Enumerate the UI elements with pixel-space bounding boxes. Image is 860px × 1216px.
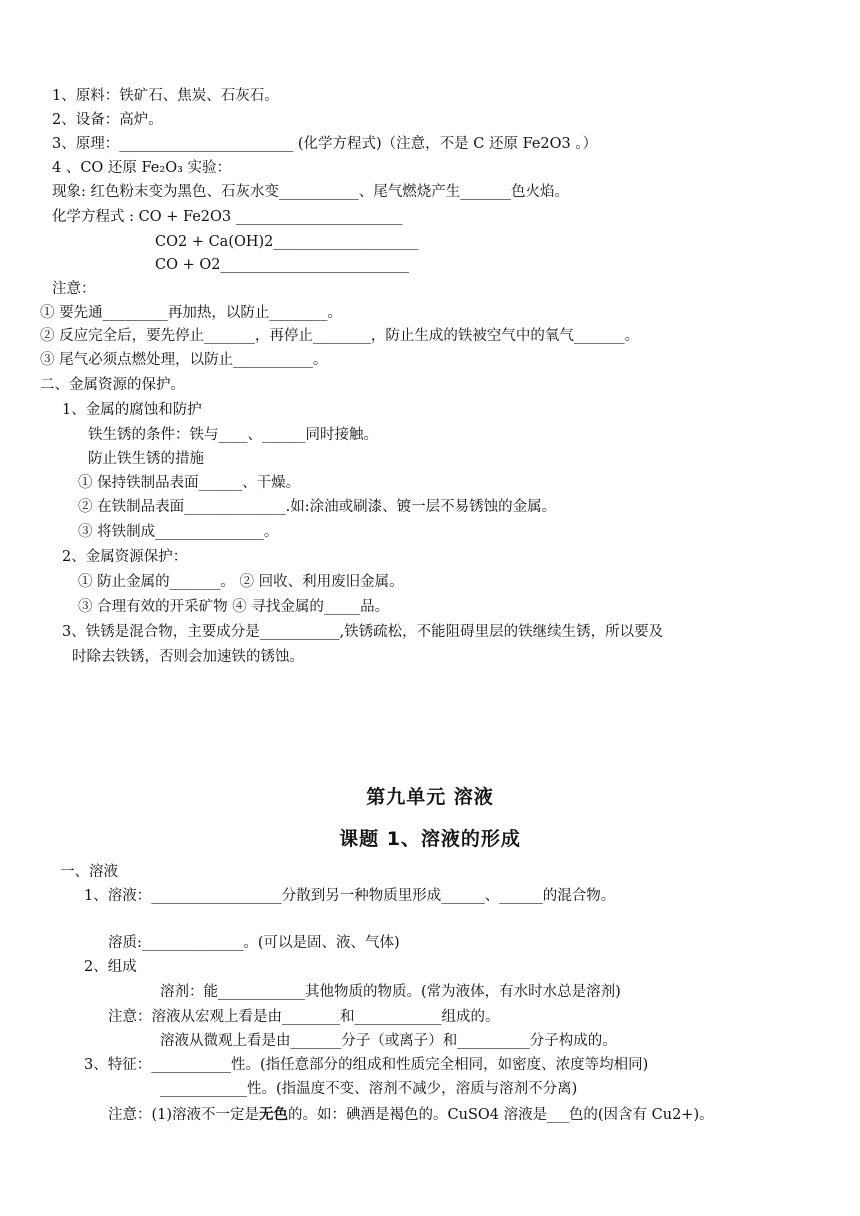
text-line: ① 保持铁制品表面______、干燥。 [78, 475, 301, 491]
text-line: 注意：溶液从宏观上看是由________和____________组成的。 [108, 1009, 500, 1025]
text-line: ③ 尾气必须点燃处理，以防止___________。 [40, 352, 328, 368]
text-line: 3、特征：___________性。(指任意部分的组成和性质完全相同，如密度、浓度等均相同) [84, 1057, 649, 1073]
lesson-title: 课题 1、溶液的形成 [339, 828, 521, 850]
text-line: 溶剂：能____________其他物质的物质。(常为液体，有水时水总是溶剂) [160, 984, 621, 1000]
text-line [108, 1105, 714, 1125]
text-line: 4 、CO 还原 Fe₂O₃ 实验： [52, 160, 232, 176]
text-line: 1、金属的腐蚀和防护 [62, 402, 202, 418]
text-line: 1、原料：铁矿石、焦炭、石灰石。 [52, 88, 279, 104]
text-line: ____________性。(指温度不变、溶剂不减少，溶质与溶剂不分离) [160, 1081, 578, 1097]
text-line: 2、金属资源保护： [62, 549, 188, 565]
text-line: 1、溶液：__________________分散到另一种物质里形成______、______的混合物。 [84, 888, 616, 904]
text-line: 注意： [52, 281, 96, 297]
text-line: CO + O2__________________________ [155, 257, 409, 273]
text-line: 2、设备：高炉。 [52, 112, 163, 128]
unit-title: 第九单元 溶液 [366, 786, 494, 808]
emphasis-text: 无色 [259, 1106, 289, 1123]
text-line: CO2 + Ca(OH)2____________________ [155, 234, 419, 250]
text-line: 溶液从微观上看是由_______分子（或离子）和__________分子构成的。 [160, 1033, 617, 1049]
text-line: 化学方程式 : CO + Fe2O3 _______________________ [52, 209, 403, 225]
text-line: 时除去铁锈，否则会加速铁的锈蚀。 [72, 649, 304, 665]
text-line: 溶质:______________。(可以是固、液、气体) [108, 935, 400, 951]
text-line: ① 防止金属的_______。 ② 回收、利用废旧金属。 [78, 574, 404, 590]
text-line: 3、铁锈是混合物，主要成分是___________,铁锈疏松，不能阻碍里层的铁继续生锈，所以要及 [62, 624, 664, 640]
text-line: ② 在铁制品表面______________.如:涂油或刷漆、镀一层不易锈蚀的金属。 [78, 499, 557, 515]
note-text: 的。如：碘酒是褐色的。CuSO4 溶液是___色的(因含有 Cu2+)。 [288, 1107, 714, 1123]
text-line: 铁生锈的条件：铁与____、______同时接触。 [88, 427, 378, 443]
text-line: 一、溶液 [60, 864, 118, 880]
text-line: ① 要先通_________再加热，以防止________。 [40, 305, 342, 321]
text-line: 二、金属资源的保护。 [40, 377, 185, 393]
text-line: ③ 合理有效的开采矿物 ④ 寻找金属的_____品。 [78, 599, 390, 615]
text-line: 现象: 红色粉末变为黑色、石灰水变___________、尾气燃烧产生_______色火焰。 [52, 184, 569, 200]
text-line: ③ 将铁制成_______________。 [78, 524, 279, 540]
text-line: ② 反应完全后，要先停止_______，再停止________，防止生成的铁被空气中的氧气_______。 [40, 328, 640, 344]
text-line: 3、原理：________________________ (化学方程式)（注意，不是 C 还原 Fe2O3 。） [52, 136, 598, 152]
text-line: 2、组成 [84, 959, 137, 975]
note-text: 注意：(1)溶液不一定是 [108, 1107, 260, 1123]
text-line: 防止铁生锈的措施 [88, 451, 204, 467]
